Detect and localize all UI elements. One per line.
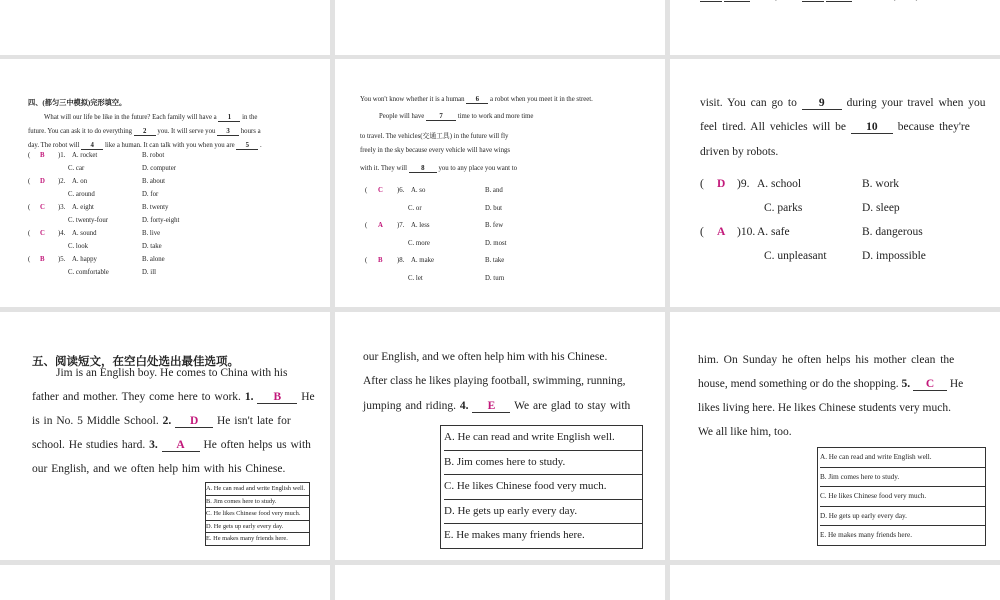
question-bracket: (	[700, 178, 704, 190]
question-number: )5.	[58, 256, 66, 263]
question-bracket: (	[28, 204, 31, 211]
blank-4: 4	[81, 142, 103, 150]
answer-4: E	[472, 400, 510, 413]
question-number: )10.	[737, 226, 756, 238]
option-b: B. live	[142, 230, 161, 237]
answer-letter: C	[40, 230, 45, 237]
reading-panel-part3	[670, 312, 1000, 560]
blank-1: 1	[218, 114, 240, 122]
passage-line: our English, and we often help him with his Chinese.	[32, 463, 286, 475]
option-b: B. alone	[142, 256, 165, 263]
option-b: B. work	[862, 178, 900, 190]
option-b: B. robot	[142, 152, 165, 159]
answer-letter: D	[40, 178, 45, 185]
option-c: C. car	[68, 165, 85, 172]
passage-line: After class he likes playing football, swimming, running,	[363, 375, 626, 387]
question-number: )3.	[58, 204, 66, 211]
question-number: )8.	[397, 257, 405, 264]
question-bracket: (	[365, 222, 368, 229]
answer-1: B	[257, 391, 297, 404]
top-fragment-line	[700, 0, 920, 2]
reading-panel-part2	[335, 312, 665, 560]
option-c: C. around	[68, 191, 95, 198]
passage-line: freely in the sky because every vehicle will have wings	[360, 147, 511, 154]
option-d: D. most	[485, 240, 507, 247]
passage-line: school. He studies hard. 3. A He often helps us with	[32, 439, 311, 451]
answer-letter: B	[40, 152, 45, 159]
option-b: B. about	[142, 178, 166, 185]
question-number: )9.	[737, 178, 750, 190]
option-d: D. forty-eight	[142, 217, 180, 224]
answer-letter: B	[40, 256, 45, 263]
answer-letter: C	[378, 187, 383, 194]
question-bracket: (	[365, 257, 368, 264]
passage-line: You won't know whether it is a human 6 a robot when you meet it in the street.	[360, 96, 593, 103]
panel-bottom-middle	[335, 565, 665, 600]
answer-3: A	[162, 439, 200, 452]
option-a: A. on	[72, 178, 88, 185]
passage-line: Jim is an English boy. He comes to China with his	[56, 367, 288, 379]
cloze-panel-part3	[670, 59, 1000, 307]
option-a: A. sound	[72, 230, 97, 237]
option-d: D. computer	[142, 165, 176, 172]
panel-top-left	[0, 0, 330, 55]
answer-2: D	[175, 415, 213, 428]
question-number: )2.	[58, 178, 66, 185]
option-b: B. dangerous	[862, 226, 923, 238]
passage-line: day. The robot will 4 like a human. It can talk with you when you are 5 .	[28, 142, 262, 149]
option-c: C. unpleasant	[764, 250, 827, 262]
option-b: B. few	[485, 222, 504, 229]
option-d: D. turn	[485, 275, 505, 282]
cloze-panel-part1	[0, 59, 330, 307]
option-a: A. happy	[72, 256, 97, 263]
option-d: D. ill	[142, 269, 156, 276]
blank-10: 10	[851, 121, 893, 134]
question-bracket: (	[28, 178, 31, 185]
option-d: D. for	[142, 191, 159, 198]
passage-line: We all like him, too.	[698, 426, 792, 438]
answer-letter: A	[378, 222, 383, 229]
question-number: )1.	[58, 152, 66, 159]
question-bracket: (	[28, 152, 31, 159]
options-box: A. He can read and write English well. B. Jim comes here to study. C. He likes Chinese food very much. D. He gets up early every day. E. He makes many friends here.	[817, 447, 986, 546]
blank-9: 9	[802, 97, 842, 110]
section-heading: 五、阅读短文，在空白处选出最佳选项。	[32, 356, 239, 368]
passage-line: What will our life be like in the future? Each family will have a 1 in the	[44, 114, 258, 121]
blank-2: 2	[134, 128, 156, 136]
cloze-panel-part2	[335, 59, 665, 307]
answer-letter: A	[717, 226, 726, 238]
passage-line: jumping and riding. 4. E We are glad to stay with	[363, 400, 631, 412]
option-a: A. safe	[757, 226, 790, 238]
passage-line: likes living here. He likes Chinese students very much.	[698, 402, 951, 414]
answer-letter: C	[40, 204, 45, 211]
passage-line: feel tired. All vehicles will be 10 because they're	[700, 121, 970, 133]
option-b: B. twenty	[142, 204, 169, 211]
option-c: C. more	[408, 240, 430, 247]
passage-line: him. On Sunday he often helps his mother clean the	[698, 354, 955, 366]
passage-line: to travel. The vehicles(交通工具) in the future will fly	[360, 133, 509, 140]
option-c: C. twenty-four	[68, 217, 109, 224]
option-b: B. take	[485, 257, 505, 264]
passage-line: house, mend something or do the shopping. 5. C He	[698, 378, 964, 390]
passage-line: is in No. 5 Middle School. 2. D He isn't late for	[32, 415, 291, 427]
answer-5: C	[913, 378, 947, 391]
option-d: D. take	[142, 243, 162, 250]
passage-line: our English, and we often help him with his Chinese.	[363, 351, 608, 363]
blank-8: 8	[409, 165, 437, 173]
passage-line: father and mother. They come here to work. 1. B He	[32, 391, 315, 403]
question-number: )4.	[58, 230, 66, 237]
option-c: C. let	[408, 275, 423, 282]
option-a: A. make	[411, 257, 435, 264]
panel-bottom-right	[670, 565, 1000, 600]
option-d: D. but	[485, 205, 502, 212]
option-a: A. eight	[72, 204, 94, 211]
question-bracket: (	[365, 187, 368, 194]
passage-line: visit. You can go to 9 during your travel when you	[700, 97, 986, 109]
option-b: B. and	[485, 187, 503, 194]
section-heading: 四、(都匀三中模拟)完形填空。	[28, 99, 127, 107]
options-box: A. He can read and write English well. B. Jim comes here to study. C. He likes Chinese food very much. D. He gets up early every day. E. He makes many friends here.	[440, 425, 643, 549]
question-bracket: (	[700, 226, 704, 238]
passage-line: driven by robots.	[700, 146, 779, 158]
question-number: )6.	[397, 187, 405, 194]
passage-line: People will have 7 time to work and more time	[379, 113, 534, 120]
passage-line: with it. They will 8 you to any place you want to	[360, 165, 518, 172]
blank-3: 3	[217, 128, 239, 136]
option-a: A. so	[411, 187, 426, 194]
option-c: C. or	[408, 205, 422, 212]
option-a: A. school	[757, 178, 802, 190]
options-box: A. He can read and write English well. B. Jim comes here to study. C. He likes Chinese food very much. D. He gets up early every day. E. He makes many friends here.	[205, 482, 310, 546]
option-d: D. sleep	[862, 202, 900, 214]
question-number: )7.	[397, 222, 405, 229]
option-c: C. look	[68, 243, 89, 250]
blank-6: 6	[466, 96, 488, 104]
blank-7: 7	[426, 113, 456, 121]
blank-5: 5	[236, 142, 258, 150]
question-bracket: (	[28, 256, 31, 263]
question-bracket: (	[28, 230, 31, 237]
answer-letter: B	[378, 257, 383, 264]
panel-top-right	[670, 0, 1000, 55]
option-a: A. rocket	[72, 152, 98, 159]
panel-top-middle	[335, 0, 665, 55]
reading-panel-part1	[0, 312, 330, 560]
answer-letter: D	[717, 178, 726, 190]
option-a: A. less	[411, 222, 430, 229]
option-c: C. parks	[764, 202, 803, 214]
option-d: D. impossible	[862, 250, 926, 262]
passage-line: future. You can ask it to do everything 2 you. It will serve you 3 hours a	[28, 128, 261, 135]
option-c: C. comfortable	[68, 269, 109, 276]
panel-bottom-left	[0, 565, 330, 600]
